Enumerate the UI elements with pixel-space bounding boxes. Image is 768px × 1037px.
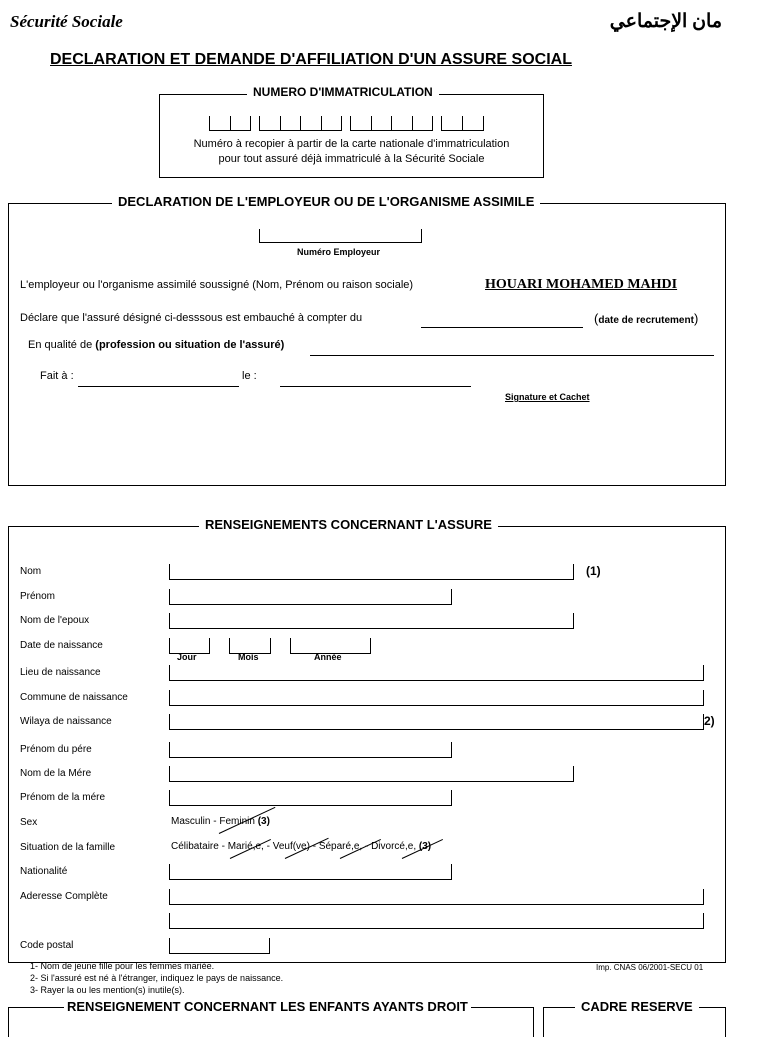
situation-label: Situation de la famille bbox=[20, 842, 116, 853]
numero-employeur-field[interactable] bbox=[259, 229, 422, 243]
declare-label: Déclare que l'assuré désigné ci-desssous est embauché à compter du bbox=[20, 312, 363, 324]
main-title: DECLARATION ET DEMANDE D'AFFILIATION D'UN ASSURE SOCIAL bbox=[50, 51, 572, 68]
nom-mere-label: Nom de la Mére bbox=[20, 768, 92, 779]
footnote-3: 3- Rayer la ou les mention(s) inutile(s). bbox=[30, 985, 185, 995]
signature-label: Signature et Cachet bbox=[505, 392, 590, 402]
nom-label: Nom bbox=[20, 566, 42, 577]
situation-options[interactable]: Célibataire - Marié,e, - Veuf(ve) - Séparé,e, - Divorcé,e, (3) bbox=[171, 841, 432, 852]
employer-legend: DECLARATION DE L'EMPLOYEUR OU DE L'ORGANISME ASSIMILE bbox=[112, 194, 540, 209]
date-recrutement-label: (date de recrutement) bbox=[594, 311, 699, 326]
wilaya-note: 2) bbox=[704, 714, 715, 728]
adresse-field-line1[interactable] bbox=[169, 889, 704, 905]
footnote-1: 1- Nom de jeune fille pour les femmes mariée. bbox=[30, 961, 215, 971]
nationalite-label: Nationalité bbox=[20, 866, 68, 877]
lieu-naissance-field[interactable] bbox=[169, 665, 704, 681]
nom-mere-field[interactable] bbox=[169, 766, 574, 782]
adresse-label: Aderesse Complète bbox=[20, 891, 108, 902]
commune-naissance-field[interactable] bbox=[169, 690, 704, 706]
header-left-title: Sécurité Sociale bbox=[10, 12, 123, 31]
fait-label: Fait à : bbox=[40, 370, 74, 382]
jour-label: Jour bbox=[177, 652, 197, 662]
immatriculation-digits-group-3[interactable] bbox=[350, 116, 433, 131]
soussigne-value: HOUARI MOHAMED MAHDI bbox=[485, 277, 678, 292]
date-naissance-label: Date de naissance bbox=[20, 640, 103, 651]
immatriculation-digits-group-2[interactable] bbox=[259, 116, 342, 131]
lieu-naissance-label: Lieu de naissance bbox=[20, 667, 101, 678]
le-label: le : bbox=[242, 370, 257, 382]
fait-field[interactable] bbox=[78, 386, 239, 387]
soussigne-label: L'employeur ou l'organisme assimilé soussigné (Nom, Prénom ou raison sociale) bbox=[20, 279, 414, 291]
code-postal-field[interactable] bbox=[169, 938, 270, 954]
enfants-legend: RENSEIGNEMENT CONCERNANT LES ENFANTS AYANTS DROIT bbox=[64, 999, 471, 1014]
adresse-field-line2[interactable] bbox=[169, 913, 704, 929]
sex-options[interactable]: Masculin - Feminin (3) bbox=[171, 816, 270, 827]
qualite-field[interactable] bbox=[310, 355, 714, 356]
nom-note: (1) bbox=[586, 564, 601, 578]
immatriculation-digits-group-1[interactable] bbox=[209, 116, 251, 131]
assure-legend: RENSEIGNEMENTS CONCERNANT L'ASSURE bbox=[199, 517, 498, 532]
wilaya-naissance-field[interactable] bbox=[169, 714, 704, 730]
immatriculation-legend: NUMERO D'IMMATRICULATION bbox=[247, 85, 439, 99]
imprint: Imp. CNAS 06/2001-SECU 01 bbox=[596, 963, 704, 972]
prenom-mere-field[interactable] bbox=[169, 790, 452, 806]
date-recrutement-field[interactable] bbox=[421, 327, 583, 328]
nationalite-field[interactable] bbox=[169, 864, 452, 880]
sex-label: Sex bbox=[20, 817, 38, 828]
annee-label: Année bbox=[314, 652, 342, 662]
code-postal-label: Code postal bbox=[20, 940, 74, 951]
qualite-label: En qualité de (profession ou situation de l'assuré) bbox=[28, 339, 285, 351]
mois-label: Mois bbox=[238, 652, 259, 662]
prenom-field[interactable] bbox=[169, 589, 452, 605]
immatriculation-note-line2: pour tout assuré déjà immatriculé à la Sécurité Sociale bbox=[218, 153, 485, 165]
commune-naissance-label: Commune de naissance bbox=[20, 692, 128, 703]
prenom-pere-field[interactable] bbox=[169, 742, 452, 758]
prenom-pere-label: Prénom du pére bbox=[20, 744, 92, 755]
wilaya-naissance-label: Wilaya de naissance bbox=[20, 716, 112, 727]
prenom-mere-label: Prénom de la mére bbox=[20, 792, 106, 803]
immatriculation-note-line1: Numéro à recopier à partir de la carte nationale d'immatriculation bbox=[193, 138, 510, 150]
nom-field[interactable] bbox=[169, 564, 574, 580]
immatriculation-digits-group-4[interactable] bbox=[441, 116, 484, 131]
header-right-title: مان الإجتماعي bbox=[609, 11, 722, 32]
numero-employeur-label: Numéro Employeur bbox=[297, 247, 381, 257]
cadre-reserve-legend: CADRE RESERVE bbox=[575, 999, 699, 1014]
footnote-2: 2- Si l'assuré est né à l'étranger, indiquez le pays de naissance. bbox=[30, 973, 284, 983]
prenom-label: Prénom bbox=[20, 591, 56, 602]
nom-epoux-field[interactable] bbox=[169, 613, 574, 629]
immatriculation-box bbox=[159, 94, 544, 178]
nom-epoux-label: Nom de l'epoux bbox=[20, 615, 90, 626]
le-field[interactable] bbox=[280, 386, 471, 387]
